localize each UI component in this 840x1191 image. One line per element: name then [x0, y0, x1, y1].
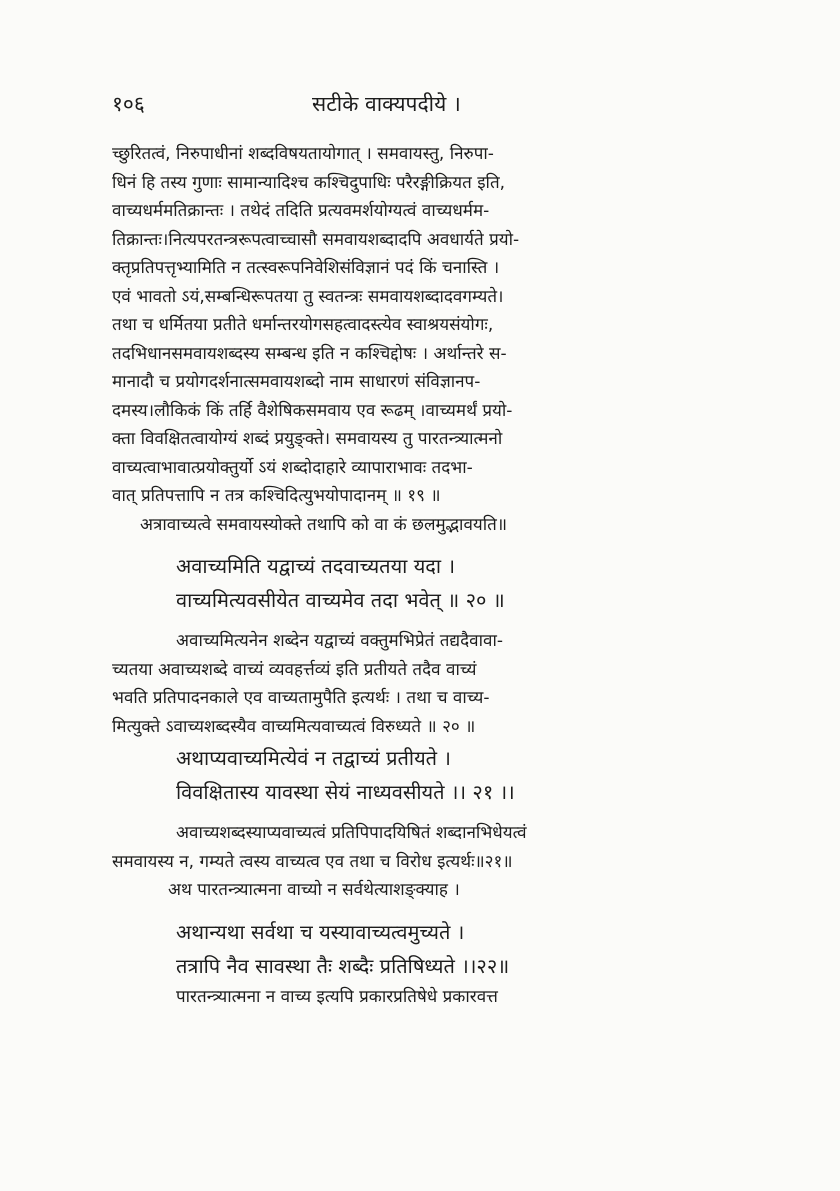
- text-line: तथा च धर्मितया प्रतीते धर्मान्तरयोगसहत्वादस्त्येव स्वाश्रयसंयोगः,: [112, 315, 494, 335]
- verse-line: वाच्यमित्यवसीयेत वाच्यमेव तदा भवेत् ॥ २० ॥: [176, 588, 505, 612]
- text-line: क्ता विवक्षितत्वायोग्यं शब्दं प्रयुङ्क्ते। समवायस्य तु पारतन्त्र्यात्मनो: [112, 429, 503, 449]
- text-line: पारतन्त्र्यात्मना न वाच्य इत्यपि प्रकारप्रतिषेधे प्रकारवत्त: [176, 986, 498, 1007]
- text-line: तिक्रान्तः।नित्यपरतन्त्ररूपत्वाच्चासौ समवायशब्दादपि अवधार्यते प्रयो-: [112, 229, 520, 250]
- text-line: समवायस्य न, गम्यते त्वस्य वाच्यत्व एव तथा च विरोध इत्यर्थः॥२१॥: [112, 851, 513, 872]
- text-line: च्यतया अवाच्यशब्दे वाच्यं व्यवहर्त्तव्यं इति प्रतीयते तदैव वाच्यं: [112, 659, 477, 680]
- commentary-19: [112, 140, 752, 511]
- intro-line-20: अत्रावाच्यत्वे समवायस्योक्ते तथापि को वा कं छलमुद्भावयति॥: [140, 514, 508, 535]
- text-line: अवाच्यशब्दस्याप्यवाच्यत्वं प्रतिपिपादयिषितं शब्दानभिधेयत्वं: [176, 823, 527, 843]
- verse-line: तत्रापि नैव सावस्था तैः शब्दैः प्रतिषिध्यते ।।२२॥: [176, 953, 510, 978]
- text-line: वाच्यत्वाभावात्प्रयोक्तुर्यो ऽयं शब्दोदाहारे व्यापाराभावः तदभा-: [112, 457, 473, 478]
- commentary-22: [112, 983, 752, 1012]
- text-line: अवाच्यमित्यनेन शब्देन यद्वाच्यं वक्तुमभिप्रेतं तद्यदैवावा-: [176, 631, 503, 651]
- commentary-21: [112, 819, 752, 876]
- page-number: १०६: [112, 92, 145, 116]
- spacer: [112, 905, 752, 915]
- text-line: एवं भावतो ऽयं,सम्बन्धिरूपतया तु स्वतन्त्रः समवायशब्दादवगम्यते।: [112, 286, 504, 307]
- page-header: [112, 90, 732, 120]
- verse-20: [112, 549, 752, 617]
- spacer: [112, 617, 752, 627]
- text-line: क्तृप्रतिपत्तृभ्यामिति न तत्स्वरूपनिवेशिसंविज्ञानं पदं किं चनास्ति ।: [112, 258, 500, 278]
- spacer: [112, 809, 752, 819]
- page-body: [112, 140, 752, 1011]
- spacer: [112, 539, 752, 549]
- verse-21: [112, 741, 752, 809]
- text-line: दमस्य।लौकिकं किं तर्हि वैशेषिकसमवाय एव रूढम् ।वाच्यमर्थं प्रयो-: [112, 400, 513, 421]
- verse-line: अवाच्यमिति यद्वाच्यं तदवाच्यतया यदा ।: [176, 554, 456, 578]
- verse-line: अथान्यथा सर्वथा च यस्यावाच्यत्वमुच्यते ।: [176, 919, 465, 944]
- text-line: च्छुरितत्वं, निरुपाधीनां शब्दविषयतायोगात् । समवायस्तु, निरुपा-: [112, 144, 494, 164]
- text-line: मित्युक्ते ऽवाच्यशब्दस्यैव वाच्यमित्यवाच्यत्वं विरुध्यते ॥ २० ॥: [112, 716, 476, 737]
- text-line: वात् प्रतिपत्तापि न तत्र कश्चिदित्युभयोपादानम् ॥ १९ ॥: [112, 486, 441, 506]
- text-line: तदभिधानसमवायशब्दस्य सम्बन्ध इति न कश्चिद्दोषः । अर्थान्तरे स-: [112, 343, 507, 364]
- running-head: सटीके वाक्यपदीये ।: [312, 92, 461, 116]
- text-line: वाच्यधर्ममतिक्रान्तः । तथेदं तदिति प्रत्यवमर्शयोग्यत्वं वाच्यधर्मम-: [112, 201, 490, 221]
- verse-line: अथाप्यवाच्यमित्येवं न तद्वाच्यं प्रतीयते ।: [176, 746, 452, 770]
- intro-line-22: अथ पारतन्त्र्यात्मना वाच्यो न सर्वथेत्याशङ्क्याह ।: [168, 880, 460, 900]
- verse-line: विवक्षितास्य यावस्था सेयं नाध्यवसीयते ।। २१ ।।: [176, 780, 515, 804]
- verse-22: [112, 915, 752, 983]
- text-line: मानादौ च प्रयोगदर्शनात्समवायशब्दो नाम साधारणं संविज्ञानप-: [112, 372, 481, 392]
- text-line: धिनं हि तस्य गुणाः सामान्यादिश्च कश्चिदुपाधिः परैरङ्गीक्रियत इति,: [112, 172, 506, 193]
- commentary-20: [112, 627, 752, 741]
- text-line: भवति प्रतिपादनकाले एव वाच्यतामुपैति इत्यर्थः । तथा च वाच्य-: [112, 688, 490, 708]
